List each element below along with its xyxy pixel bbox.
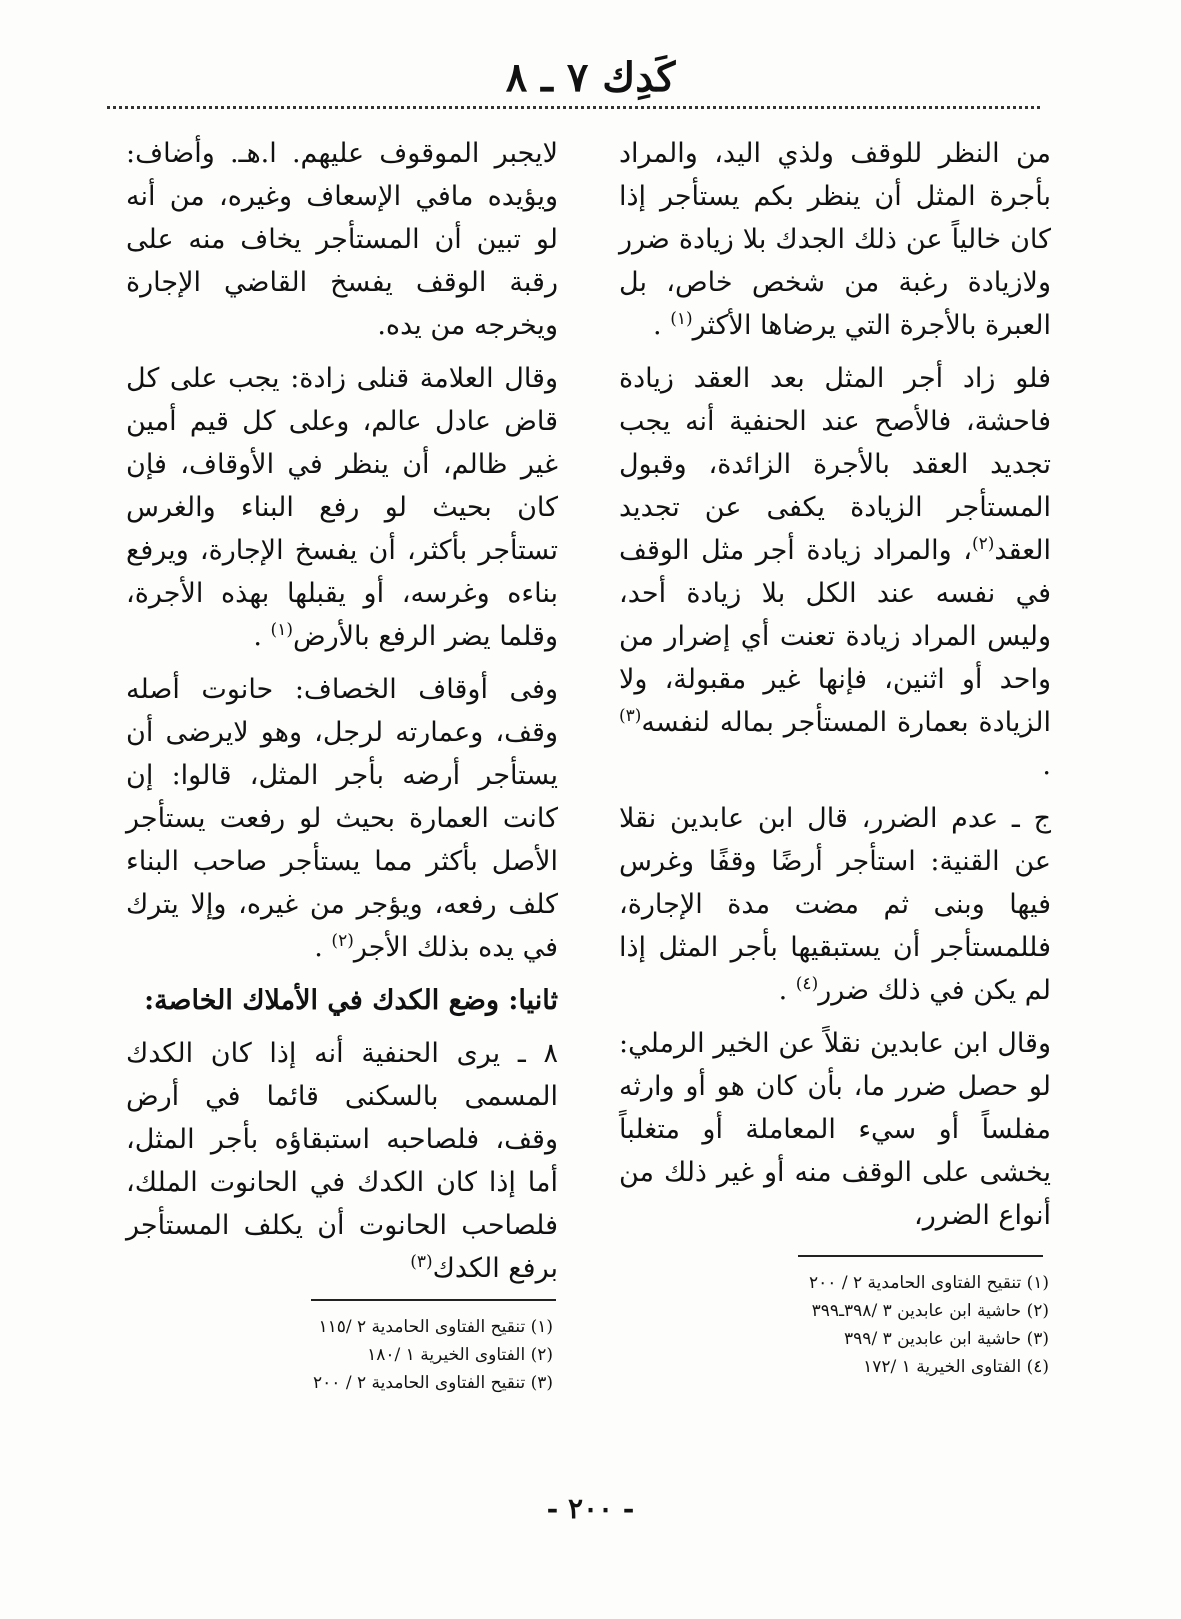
footnote: (٣) حاشية ابن عابدين ٣ /٣٩٩: [844, 1329, 1049, 1349]
paragraph: ج ـ عدم الضرر، قال ابن عابدين نقلا عن القنية: استأجر أرضًا وقفًا وغرس فيها وبنى ثم مضت مدة الإجارة، فللمستأجر أن يستبقيها بأجر المثل إذا لم يكن في ذلك ضرر$^{(٤)}$ .: [619, 803, 1051, 1006]
footnote-ref: (١): [670, 309, 693, 329]
paragraph: وفى أوقاف الخصاف: حانوت أصله وقف، وعمارته لرجل، وهو لايرضى أن يستأجر أرضه بأجر المثل، قالوا: إن كانت العمارة بحيث لو رفعت يستأجر الأصل بأكثر مما يستأجر صاحب البناء كلف رفعه، ويؤجر من غيره، وإلا يترك في يده بذلك الأجر$^{(٢)}$ .: [126, 674, 558, 963]
footnote-divider: [311, 1299, 556, 1301]
footnote: (٣) تنقيح الفتاوى الحامدية ٢ / ٢٠٠: [313, 1373, 553, 1393]
paragraph: لايجبر الموقوف عليهم. ا.هـ. وأضاف: ويؤيده مافي الإسعاف وغيره، من أنه لو تبين أن المستأجر يخاف منه على رقبة الوقف يفسخ القاضي الإجارة ويخرجه من يده.: [126, 138, 558, 341]
paragraph: من النظر للوقف ولذي اليد، والمراد بأجرة المثل أن ينظر بكم يستأجر إذا كان خالياً عن ذلك الجدك بلا زيادة ضرر ولازيادة رغبة من شخص خاص، بل العبرة بالأجرة التي يرضاها الأكثر$^{(١)}$ .: [619, 138, 1051, 341]
paragraph: فلو زاد أجر المثل بعد العقد زيادة فاحشة، فالأصح عند الحنفية أنه يجب تجديد العقد بالأجرة الزائدة، وقبول المستأجر الزيادة يكفى عن تجديد العقد$^{(٢)}$، والمراد زيادة أجر مثل الوقف في نفسه عند الكل بلا زيادة أحد، وليس المراد زيادة تعنت أي إضرار من واحد أو اثنين، فإنها غير مقبولة، ولا الزيادة بعمارة المستأجر بماله لنفسه$^{(٣)}$ .: [619, 363, 1051, 781]
paragraph: ٨ ـ يرى الحنفية أنه إذا كان الكدك المسمى بالسكنى قائما في أرض وقف، فلصاحبه استبقاؤه بأجر المثل، أما إذا كان الكدك في الحانوت الملك، فلصاحب الحانوت أن يكلف المستأجر برفع الكدك$^{(٣)}$: [126, 1038, 558, 1284]
footnotes-left: [123, 1313, 553, 1397]
page-title: كَدِك ٧ ـ ٨: [505, 54, 676, 101]
paragraph: وقال ابن عابدين نقلاً عن الخير الرملي: لو حصل ضرر ما، بأن كان هو أو وارثه مفلساً أو سيء المعاملة أو متغلباً يخشى على الوقف منه أو غير ذلك من أنواع الضرر،: [619, 1028, 1051, 1231]
section-heading: ثانيا: وضع الكدك في الأملاك الخاصة:: [144, 985, 558, 1016]
footnote-ref: (٣): [410, 1252, 433, 1272]
footnote-ref: (٢): [971, 534, 995, 554]
footnote-ref: (٤): [795, 974, 819, 994]
footnotes-right: [619, 1269, 1049, 1381]
footnote: (١) تنقيح الفتاوى الحامدية ٢ / ٢٠٠: [809, 1273, 1049, 1293]
footnote: (٢) الفتاوى الخيرية ١ /١٨٠: [367, 1345, 553, 1365]
footnote-divider: [798, 1255, 1043, 1257]
page-number: - ٢٠٠ -: [546, 1492, 635, 1525]
header-dotted-rule: [107, 106, 1040, 109]
right-column: [619, 132, 1051, 1247]
footnote-ref: (١): [270, 620, 293, 640]
footnote-ref: (٣): [619, 706, 642, 726]
paragraph: وقال العلامة قنلى زادة: يجب على كل قاض عادل عالم، وعلى كل قيم أمين غير ظالم، أن ينظر في الأوقاف، فإن كان بحيث لو رفع البناء والغرس تستأجر بأكثر، أن يفسخ الإجارة، ويرفع بناءه وغرسه، أو يقبلها بهذه الأجرة، وقلما يضر الرفع بالأرض$^{(١)}$ .: [126, 363, 558, 652]
footnote-ref: (٢): [331, 931, 354, 951]
footnote: (١) تنقيح الفتاوى الحامدية ٢ /١١٥: [318, 1317, 553, 1337]
footnote: (٢) حاشية ابن عابدين ٣ /٣٩٨ـ٣٩٩: [811, 1301, 1049, 1321]
left-column: [126, 132, 558, 1300]
footnote: (٤) الفتاوى الخيرية ١ /١٧٢: [863, 1357, 1049, 1377]
